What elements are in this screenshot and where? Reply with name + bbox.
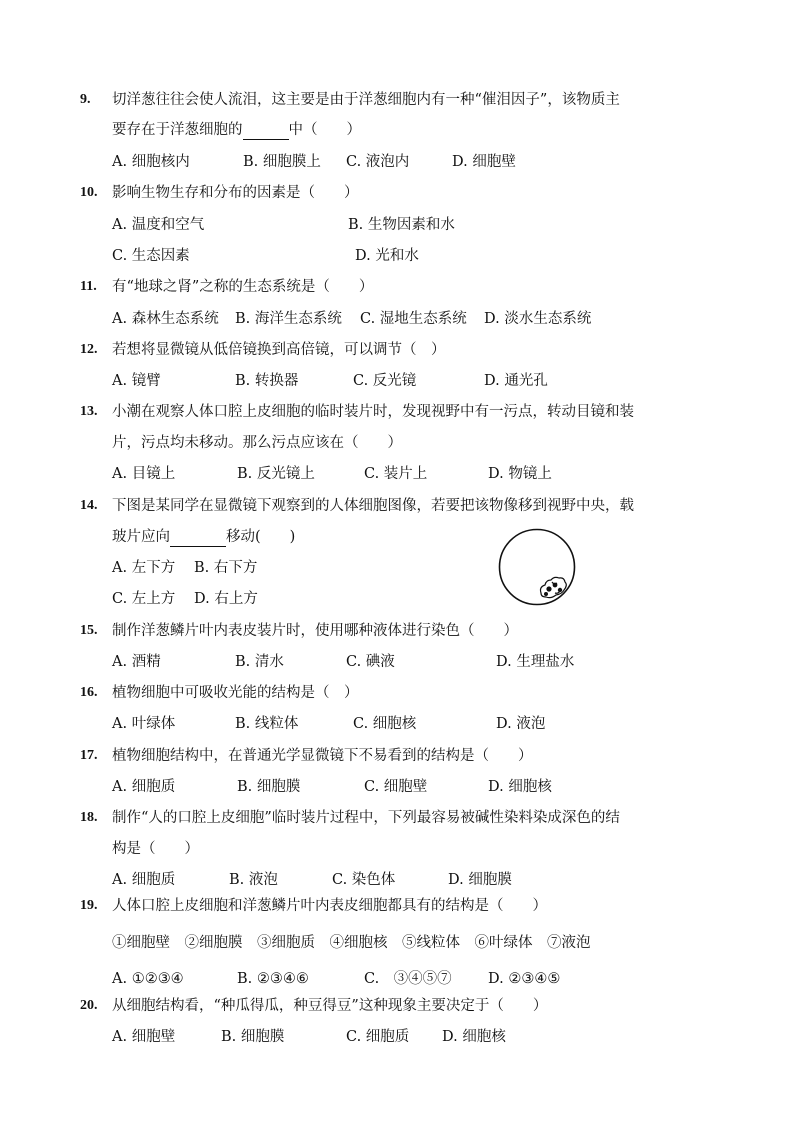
option-a: A. 细胞壁 [112,1029,176,1045]
question-19-structure-list: ①细胞壁 ②细胞膜 ③细胞质 ④细胞核 ⑤线粒体 ⑥叶绿体 ⑦液泡 [112,935,591,951]
question-14-text-line2 [112,527,295,547]
question-19-number: 19. [80,898,98,913]
question-15-text: 制作洋葱鳞片叶内表皮装片时，使用哪种液体进行染色（ ） [112,623,518,639]
field-of-view-circle [500,530,575,605]
option-a: A. 细胞核内 [112,154,190,170]
option-c: C. 细胞壁 [364,779,428,795]
question-17-number: 17. [80,748,98,763]
question-10-number: 10. [80,185,98,200]
option-b: B. 细胞膜 [237,779,301,795]
question-14-number: 14. [80,498,98,513]
option-b: B. 海洋生态系统 [235,311,342,327]
option-b: B. 反光镜上 [237,466,315,482]
option-d: D. 通光孔 [484,373,548,389]
option-a: A. 左下方 [112,560,176,576]
option-d: D. 细胞核 [488,779,552,795]
question-14-text-post: 移动( ) [226,529,296,545]
answer-blank [243,123,289,140]
question-11-number: 11. [80,279,97,294]
option-c: C. 染色体 [332,872,396,888]
option-c: C. 细胞核 [353,716,417,732]
option-a: A. ①②③④ [112,971,184,987]
question-14-text-pre: 玻片应向 [112,529,170,545]
question-17-text: 植物细胞结构中，在普通光学显微镜下不易看到的结构是（ ） [112,748,533,764]
option-d: D. 右上方 [194,591,258,607]
option-b: B. ②③④⑥ [237,971,309,987]
question-13-number: 13. [80,404,98,419]
question-9-text: 切洋葱往往会使人流泪，这主要是由于洋葱细胞内有一种“催泪因子”，该物质主 [112,92,620,108]
option-a: A. 酒精 [112,654,161,670]
option-d: D. 液泡 [496,716,546,732]
option-c: C. 湿地生态系统 [360,311,467,327]
question-18-number: 18. [80,810,98,825]
option-d: D. 物镜上 [488,466,552,482]
option-b: B. 清水 [235,654,284,670]
option-c: C. 反光镜 [353,373,417,389]
option-b: B. 转换器 [235,373,299,389]
question-19-text: 人体口腔上皮细胞和洋葱鳞片叶内表皮细胞都具有的结构是（ ） [112,898,547,914]
option-c: C. 装片上 [364,466,428,482]
question-20-text: 从细胞结构看，“种瓜得瓜，种豆得豆”这种现象主要决定于（ ） [112,998,548,1014]
question-13-text: 小潮在观察人体口腔上皮细胞的临时装片时，发现视野中有一污点，转动目镜和装 [112,404,634,420]
question-16-text: 植物细胞中可吸收光能的结构是（ ） [112,685,359,701]
question-16-number: 16. [80,685,98,700]
question-20-number: 20. [80,998,98,1013]
question-13-text-line2: 片，污点均未移动。那么污点应该在（ ） [112,435,402,451]
option-d: D. 光和水 [355,248,419,264]
question-18-text: 制作“人的口腔上皮细胞”临时装片过程中，下列最容易被碱性染料染成深色的结 [112,810,620,826]
option-d: D. 细胞壁 [452,154,516,170]
question-12-text: 若想将显微镜从低倍镜换到高倍镜，可以调节（ ） [112,342,446,358]
option-c: C. 液泡内 [346,154,410,170]
question-12-number: 12. [80,342,98,357]
option-a: A. 镜臂 [112,373,161,389]
question-9-text-line2 [112,120,361,140]
option-b: B. 线粒体 [235,716,299,732]
option-a: A. 温度和空气 [112,217,205,233]
answer-blank [170,530,226,547]
question-18-text-line2: 构是（ ） [112,841,199,857]
option-c: C. 碘液 [346,654,395,670]
option-c: C. 细胞质 [346,1029,410,1045]
question-10-text: 影响生物生存和分布的因素是（ ） [112,185,359,201]
question-14-text: 下图是某同学在显微镜下观察到的人体细胞图像，若要把该物像移到视野中央，载 [112,498,634,514]
question-11-text: 有“地球之肾”之称的生态系统是（ ） [112,279,374,295]
option-d: D. 细胞膜 [448,872,512,888]
option-c: C. 生态因素 [112,248,190,264]
option-d: D. 生理盐水 [496,654,575,670]
option-d: D. 淡水生态系统 [484,311,592,327]
question-9-text-post: 中（ ） [288,122,361,138]
option-b: B. 右下方 [194,560,258,576]
option-b: B. 细胞膜上 [243,154,321,170]
question-9-text-pre: 要存在于洋葱细胞的 [112,122,243,138]
option-a: A. 森林生态系统 [112,311,219,327]
question-9-number: 9. [80,92,91,107]
option-a: A. 叶绿体 [112,716,176,732]
option-b: B. 液泡 [229,872,278,888]
option-c: C. ③④⑤⑦ [364,971,452,987]
option-b: B. 细胞膜 [221,1029,285,1045]
option-d: D. 细胞核 [442,1029,506,1045]
microscope-field-figure [497,527,577,607]
option-a: A. 目镜上 [112,466,176,482]
option-d: D. ②③④⑤ [488,971,561,987]
option-a: A. 细胞质 [112,872,176,888]
option-a: A. 细胞质 [112,779,176,795]
option-c: C. 左上方 [112,591,176,607]
question-15-number: 15. [80,623,98,638]
option-b: B. 生物因素和水 [348,217,455,233]
